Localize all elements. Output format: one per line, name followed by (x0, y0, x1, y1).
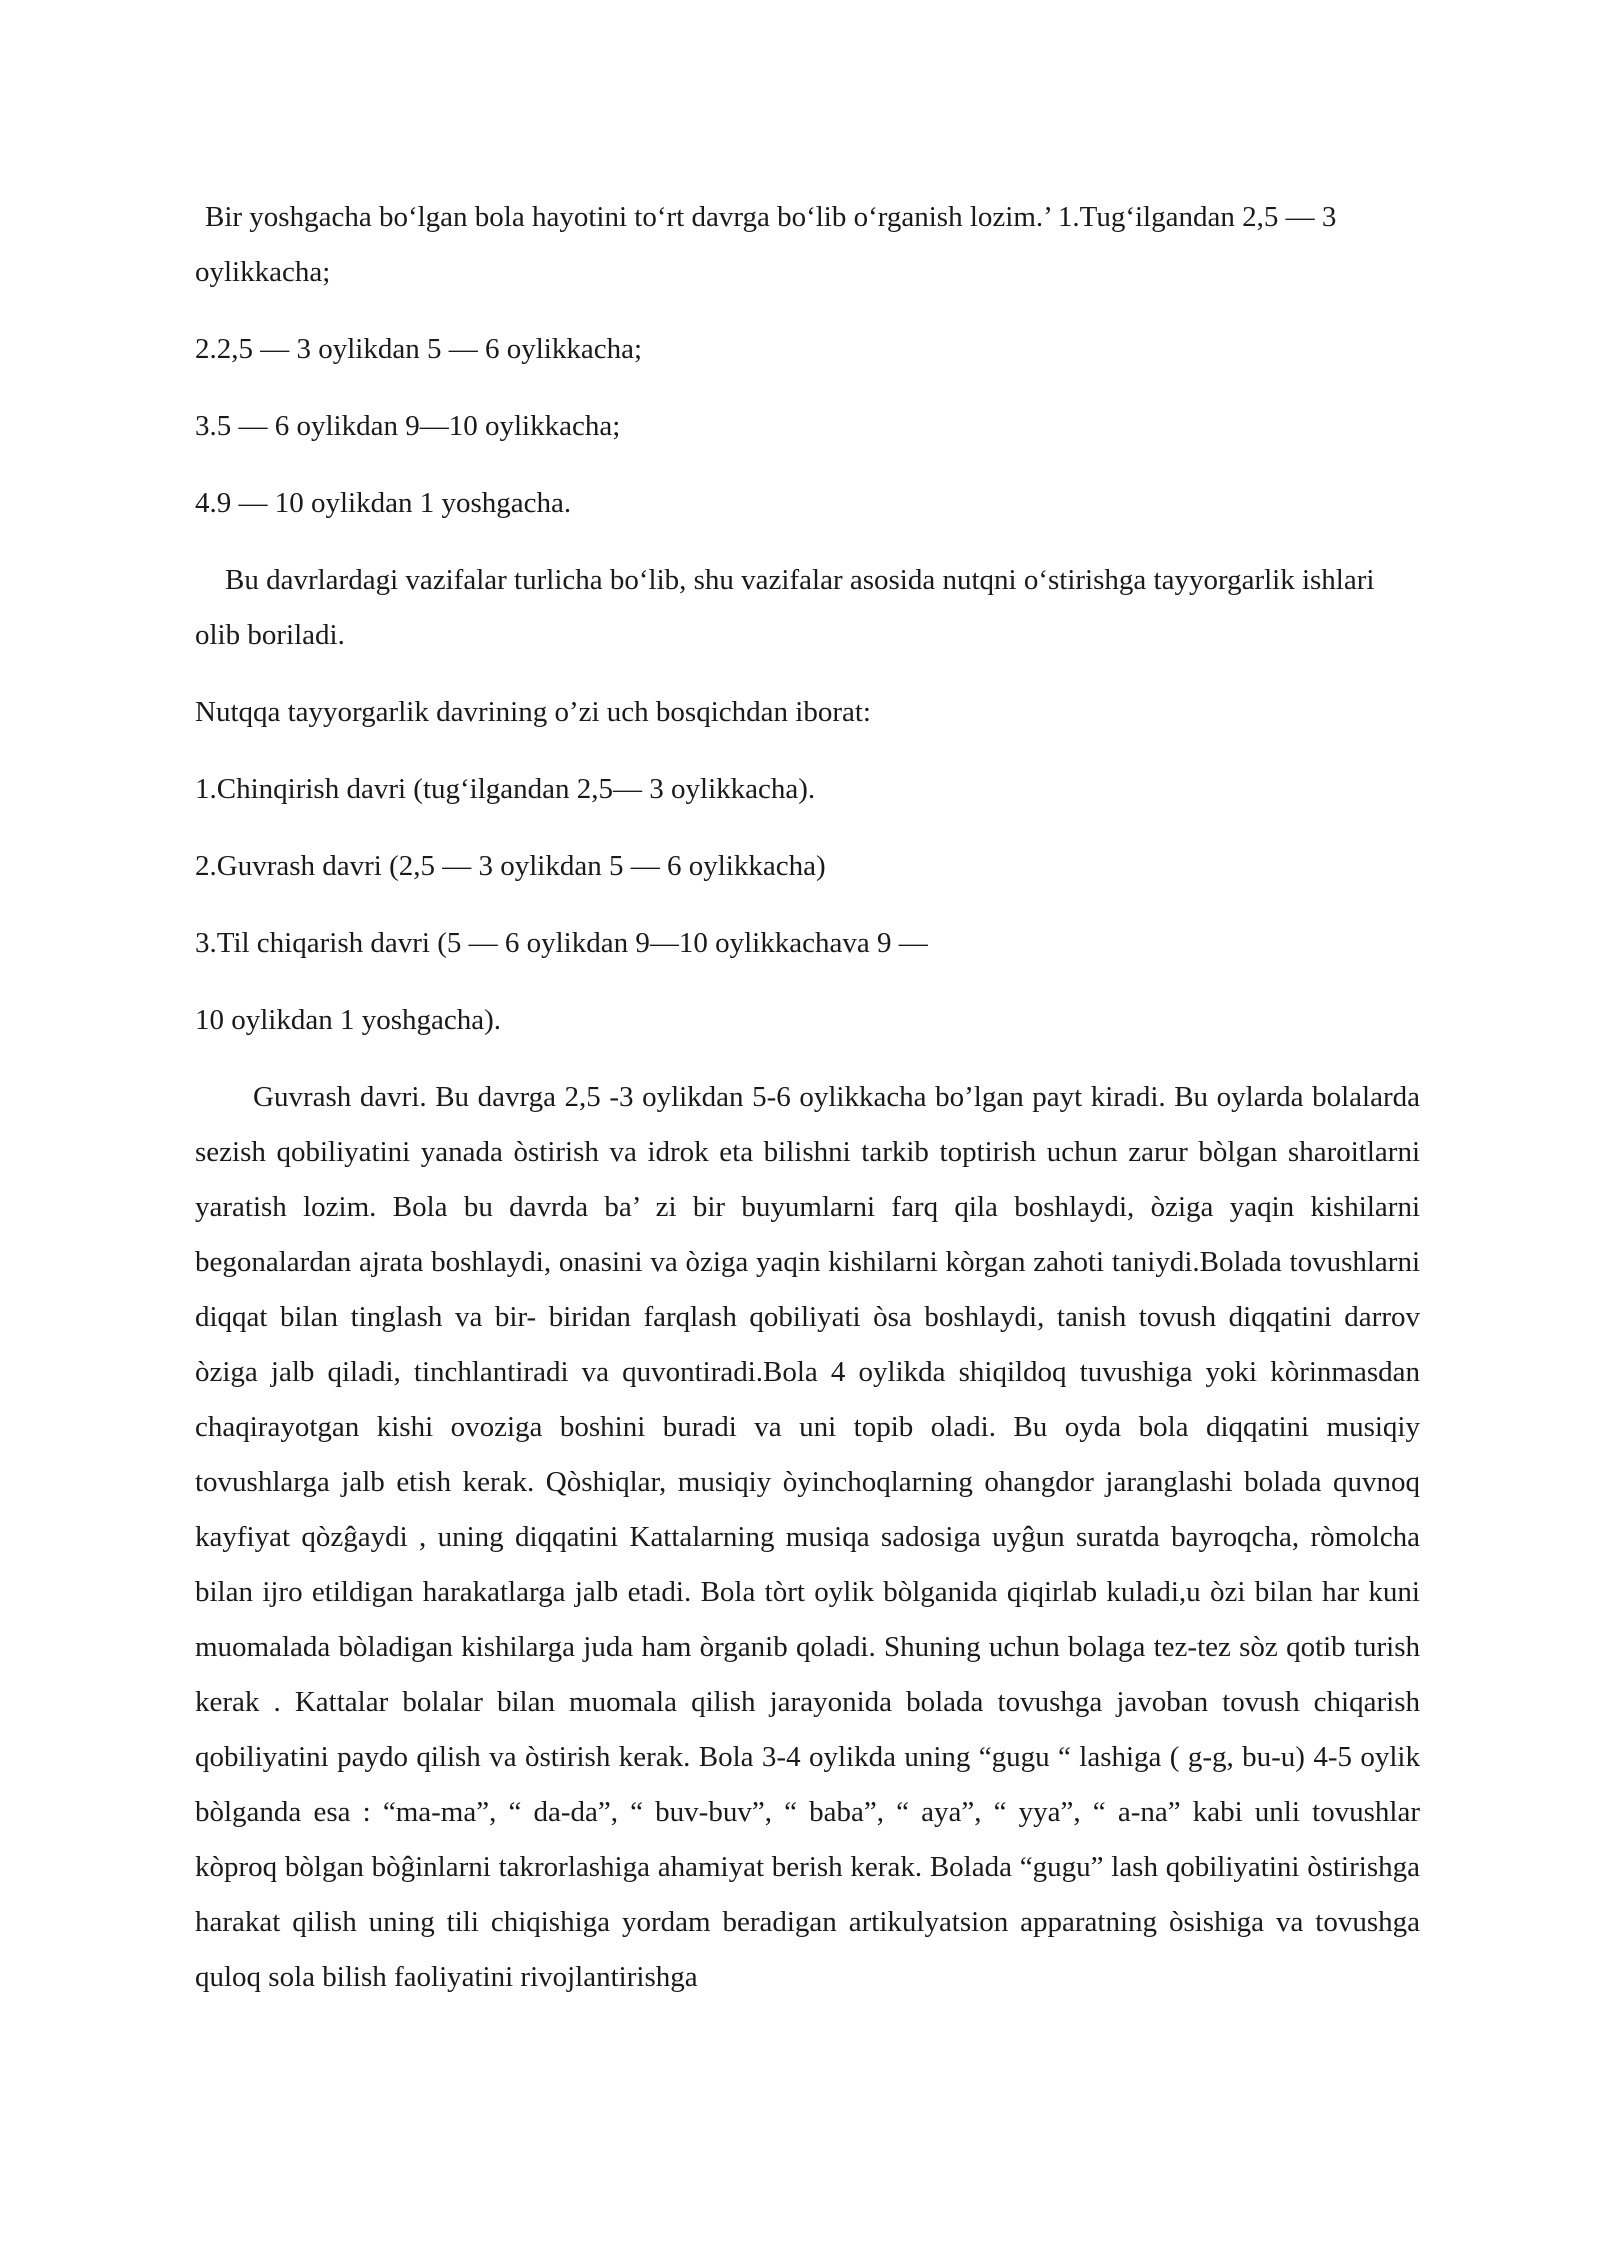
stages-heading-paragraph: Nutqqa tayyorgarlik davrining o’zi uch bosqichdan iborat: (195, 696, 871, 728)
list-item: 3.5 — 6 oylikdan 9—10 oylikkacha; (195, 410, 621, 442)
list-item: 1.Chinqirish davri (tug‘ilgandan 2,5— 3 oylikkacha). (195, 773, 816, 805)
intro-paragraph: Bir yoshgacha bo‘lgan bola hayotini to‘rt davrga bo‘lib o‘rganish lozim.’ 1.Tug‘ilgandan 2,5 — 3 oylikkacha; (195, 201, 1337, 288)
list-item-continuation: 10 oylikdan 1 yoshgacha). (195, 1004, 502, 1036)
list-item: 2.Guvrash davri (2,5 — 3 oylikdan 5 — 6 oylikkacha) (195, 850, 826, 882)
list-item: 3.Til chiqarish davri (5 — 6 oylikdan 9—10 oylikkachava 9 — (195, 927, 928, 959)
document-page (195, 190, 1420, 2027)
guvrash-paragraph: Guvrash davri. Bu davrga 2,5 -3 oylikdan 5-6 oylikkacha bo’lgan payt kiradi. Bu oylarda bolalarda sezish qobiliyatini yanada òstirish va idrok eta bilishni tarkib toptirish uchun zarur bòlgan sharoitlarni yaratish lozim. Bola bu davrda ba’ zi bir buyumlarni farq qila boshlaydi, òziga yaqin kishilarni begonalardan ajrata boshlaydi, onasini va òziga yaqin kishilarni kòrgan zahoti taniydi.Bolada tovushlarni diqqat bilan tinglash va bir- biridan farqlash qobiliyati òsa boshlaydi, tanish tovush diqqatini darrov òziga jalb qiladi, tinchlantiradi va quvontiradi.Bola 4 oylikda shiqildoq tuvushiga yoki kòrinmasdan chaqirayotgan kishi ovoziga boshini buradi va uni topib oladi. Bu oyda bola diqqatini musiqiy tovushlarga jalb etish kerak. Qòshiqlar, musiqiy òyinchoqlarning ohangdor jaranglashi bolada quvnoq kayfiyat qòzĝaydi , uning diqqatini Kattalarning musiqa sadosiga uyĝun suratda bayroqcha, ròmolcha bilan ijro etildigan harakatlarga jalb etadi. Bola tòrt oylik bòlganida qiqirlab kuladi,u òzi bilan har kuni muomalada bòladigan kishilarga juda ham òrganib qoladi. Shuning uchun bolaga tez-tez sòz qotib turish kerak . Kattalar bolalar bilan muomala qilish jarayonida bolada tovushga javoban tovush chiqarish qobiliyatini paydo qilish va òstirish kerak. Bola 3-4 oylikda uning “gugu “ lashiga ( g-g, bu-u) 4-5 oylik bòlganda esa : “ma-ma”, “ da-da”, “ buv-buv”, “ baba”, “ aya”, “ yya”, “ a-na” kabi unli tovushlar kòproq bòlgan bòĝinlarni takrorlashiga ahamiyat berish kerak. Bolada “gugu” lash qobiliyatini òstirishga harakat qilish uning tili chiqishiga yordam beradigan artikulyatsion apparatning òsishiga va tovushga quloq sola bilish faoliyatini rivojlantirishga (195, 1081, 1420, 1993)
list-item: 2.2,5 — 3 oylikdan 5 — 6 oylikkacha; (195, 333, 643, 365)
tasks-paragraph: Bu davrlardagi vazifalar turlicha bo‘lib, shu vazifalar asosida nutqni o‘stirishga tayyorgarlik ishlari olib boriladi. (195, 564, 1375, 651)
list-item: 4.9 — 10 oylikdan 1 yoshgacha. (195, 487, 572, 519)
